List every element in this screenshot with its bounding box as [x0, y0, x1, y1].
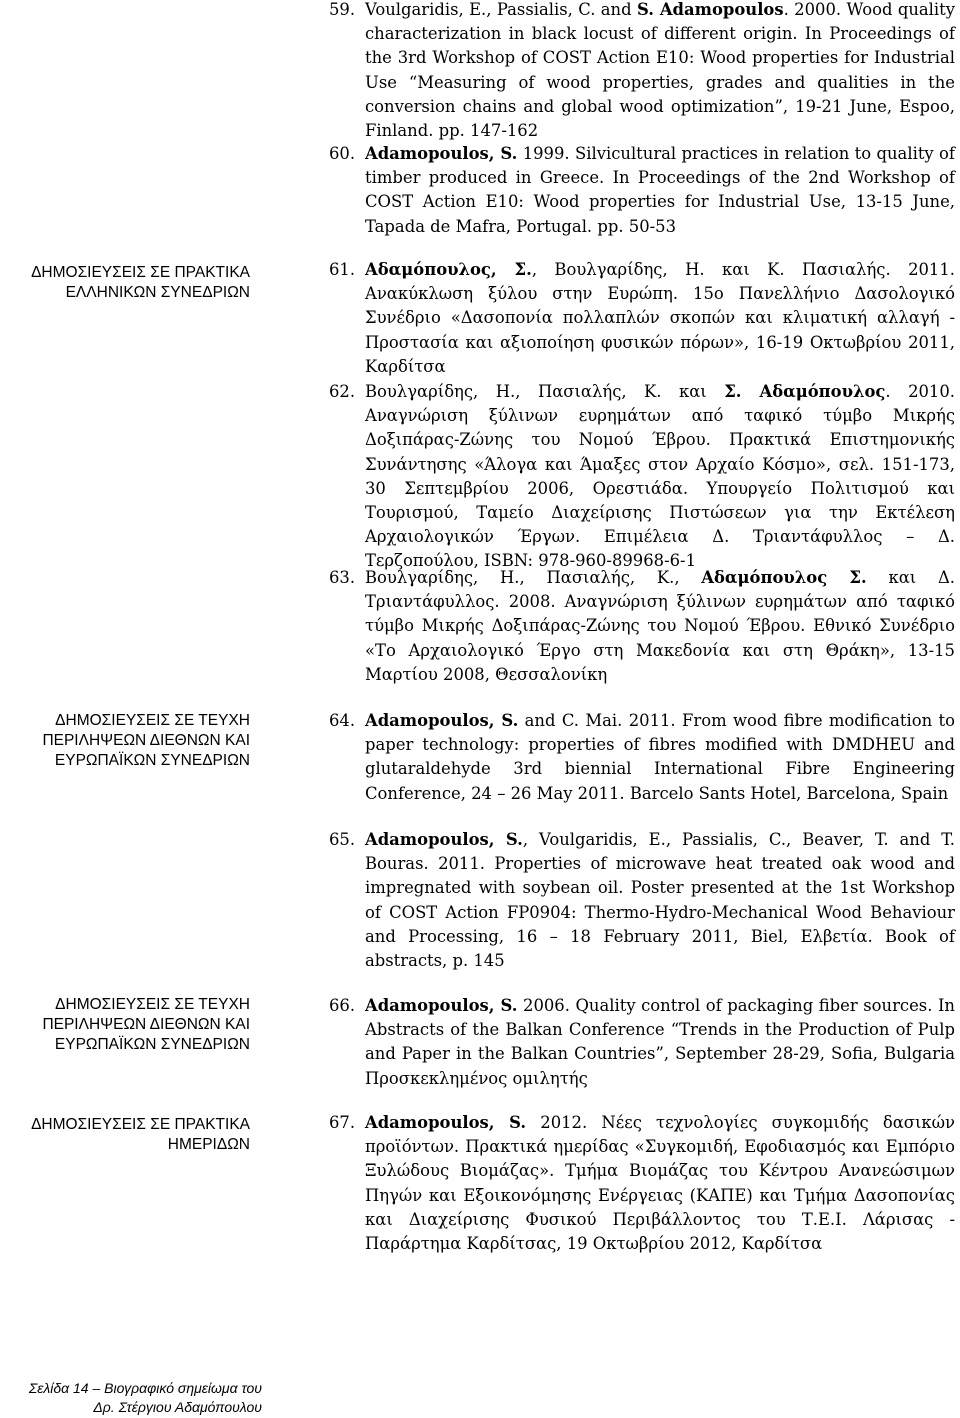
- reference-text: Adamopoulos, S. and C. Mai. 2011. From wood fibre modification to paper technology: properties of fibres modified with DMDHEU and glutaraldehyde 3rd biennial International Fibre Engineering Conference, 24 – 26 May 2011. Barcelo Sants Hotel, Barcelona, Spain: [365, 711, 955, 803]
- reference-64: [329, 709, 955, 806]
- reference-59: [329, 0, 955, 143]
- reference-number: 66.: [329, 996, 356, 1015]
- reference-text: Βουλγαρίδης, Η., Πασιαλής, Κ., Αδαμόπουλος Σ. και Δ. Τριαντάφυλλος. 2008. Αναγνώριση ξύλινων ευρημάτων από ταφικό τύμβο Μικρής Δοξιπάρας-Ζώνης του Νομού Έβρου. Εθνικό Συνέδριο «Το Αρχαιολογικό Έργο στη Μακεδονία και στη Θράκη», 13-15 Μαρτίου 2008, Θεσσαλονίκη: [365, 568, 955, 684]
- author-highlight: Αδαμόπουλος, Σ.: [365, 260, 532, 279]
- reference-65: [329, 828, 955, 973]
- reference-text: Voulgaridis, E., Passialis, C. and S. Adamopoulos. 2000. Wood quality characterization in black locust of different origin. In Proceedings of the 3rd Workshop of COST Action E10: Wood properties for Industrial Use “Measuring of wood properties, grades and qualities in the conversion chains and global wood optimization”, 19-21 June, Espoo, Finland. pp. 147-162: [365, 0, 955, 141]
- section-heading-international-abstracts-2: [0, 995, 250, 1055]
- reference-number: 64.: [329, 711, 356, 730]
- reference-63: [329, 566, 955, 687]
- reference-text: Adamopoulos, S. 2012. Νέες τεχνολογίες συγκομιδής δασικών προϊόντων. Πρακτικά ημερίδας «Συγκομιδή, Εφοδιασμός και Εμπόριο Ξυλώδους Βιομάζας». Τμήμα Βιομάζας του Κέντρου Ανανεώσιμων Πηγών και Εξοικονόμησης Ενέργειας (ΚΑΠΕ) και Τμήμα Δασοπονίας και Διαχείρισης Φυσικού Περιβάλλοντος του Τ.Ε.Ι. Λάρισας - Παράρτημα Καρδίτσας, 19 Οκτωβρίου 2012, Καρδίτσα: [365, 1113, 955, 1254]
- reference-text: Adamopoulos, S. 1999. Silvicultural practices in relation to quality of timber produced in Greece. In Proceedings of the 2nd Workshop of COST Action E10: Wood properties for Industrial Use, 13-15 June, Tapada de Mafra, Portugal. pp. 50-53: [365, 144, 955, 236]
- author-highlight: Adamopoulos, S.: [365, 1113, 527, 1132]
- reference-number: 62.: [329, 382, 356, 401]
- reference-text: Adamopoulos, S., Voulgaridis, E., Passialis, C., Beaver, T. and T. Bouras. 2011. Properties of microwave heat treated oak wood and impregnated with soybean oil. Poster presented at the 1st Workshop of COST Action FP0904: Thermo-Hydro-Mechanical Wood Behaviour and Processing, 16 – 18 February 2011, Biel, Ελβετία. Book of abstracts, p. 145: [365, 830, 955, 971]
- section-heading-greek-proceedings: [0, 263, 250, 303]
- author-highlight: Adamopoulos, S.: [365, 830, 523, 849]
- author-highlight: Αδαμόπουλος Σ.: [701, 568, 867, 587]
- reference-number: 61.: [329, 260, 356, 279]
- author-highlight: S. Adamopoulos: [636, 0, 784, 19]
- reference-text: Adamopoulos, S. 2006. Quality control of packaging fiber sources. In Abstracts of the Balkan Conference “Trends in the Production of Pulp and Paper in the Balkan Countries”, September 28-29, Sofia, Bulgaria Προσκεκλημένος ομιλητής: [365, 996, 955, 1088]
- reference-61: [329, 258, 955, 379]
- reference-number: 60.: [329, 144, 356, 163]
- section-heading-line: ΔΗΜΟΣΙΕΥΣΕΙΣ ΣΕ ΠΡΑΚΤΙΚΑ: [31, 1116, 250, 1133]
- author-highlight: Adamopoulos, S.: [365, 711, 519, 730]
- footer-page-label: Σελίδα 14 – Βιογραφικό σημείωμα του: [28, 1380, 262, 1396]
- section-heading-international-abstracts: [0, 711, 250, 771]
- page-footer: [0, 1379, 262, 1417]
- section-heading-line: ΕΥΡΩΠΑΪΚΩΝ ΣΥΝΕΔΡΙΩΝ: [54, 1036, 250, 1053]
- reference-number: 65.: [329, 830, 356, 849]
- reference-number: 59.: [329, 0, 356, 19]
- reference-66: [329, 994, 955, 1091]
- section-heading-line: ΠΕΡΙΛΗΨΕΩΝ ΔΙΕΘΝΩΝ ΚΑΙ: [42, 732, 250, 749]
- section-heading-workshop-proceedings: [0, 1115, 250, 1155]
- reference-62: [329, 380, 955, 574]
- section-heading-line: ΕΛΛΗΝΙΚΩΝ ΣΥΝΕΔΡΙΩΝ: [65, 284, 250, 301]
- reference-60: [329, 142, 955, 239]
- section-heading-line: ΗΜΕΡΙΔΩΝ: [167, 1136, 250, 1153]
- reference-text: Αδαμόπουλος, Σ., Βουλγαρίδης, Η. και Κ. Πασιαλής. 2011. Ανακύκλωση ξύλου στην Ευρώπη. 15ο Πανελλήνιο Δασολογικό Συνέδριο «Δασοπονία πολλαπλών σκοπών και κλιματική αλλαγή - Προστασία και αξιοποίηση φυσικών πόρων», 16-19 Οκτωβρίου 2011, Καρδίτσα: [365, 260, 955, 376]
- author-highlight: Adamopoulos, S.: [365, 144, 518, 163]
- reference-number: 63.: [329, 568, 356, 587]
- reference-number: 67.: [329, 1113, 356, 1132]
- reference-text: Βουλγαρίδης, Η., Πασιαλής, Κ. και Σ. Αδαμόπουλος. 2010. Αναγνώριση ξύλινων ευρημάτων από ταφικό τύμβο Μικρής Δοξιπάρας-Ζώνης του Νομού Έβρου. Πρακτικά Επιστημονικής Συνάντησης «Άλογα και Άμαξες στον Αρχαίο Κόσμο», σελ. 151-173, 30 Σεπτεμβρίου 2006, Ορεστιάδα. Υπουργείο Πολιτισμού και Τουρισμού, Ταμείο Διαχείρισης Πιστώσεων για την Εκτέλεση Αρχαιολογικών Έργων. Επιμέλεια Δ. Τριαντάφυλλος – Δ. Τερζοπούλου, ISBN: 978-960-89968-6-1: [365, 382, 956, 571]
- section-heading-line: ΔΗΜΟΣΙΕΥΣΕΙΣ ΣΕ ΤΕΥΧΗ: [55, 712, 250, 729]
- section-heading-line: ΔΗΜΟΣΙΕΥΣΕΙΣ ΣΕ ΠΡΑΚΤΙΚΑ: [31, 264, 250, 281]
- section-heading-line: ΔΗΜΟΣΙΕΥΣΕΙΣ ΣΕ ΤΕΥΧΗ: [55, 996, 250, 1013]
- section-heading-line: ΠΕΡΙΛΗΨΕΩΝ ΔΙΕΘΝΩΝ ΚΑΙ: [42, 1016, 250, 1033]
- reference-67: [329, 1111, 955, 1256]
- footer-author-name: Δρ. Στέργιου Αδαμόπουλου: [93, 1399, 262, 1415]
- section-heading-line: ΕΥΡΩΠΑΪΚΩΝ ΣΥΝΕΔΡΙΩΝ: [54, 752, 250, 769]
- author-highlight: Σ. Αδαμόπουλος: [724, 382, 886, 401]
- author-highlight: Adamopoulos, S.: [365, 996, 518, 1015]
